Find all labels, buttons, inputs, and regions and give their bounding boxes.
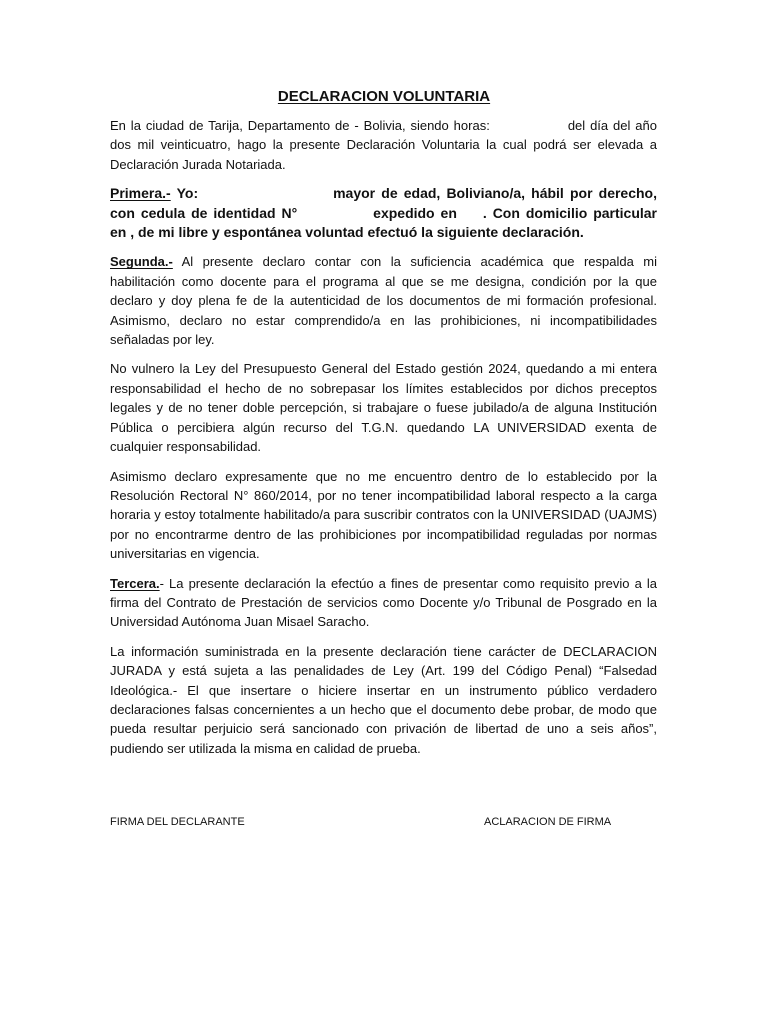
- presupuesto-paragraph: No vulnero la Ley del Presupuesto General del Estado gestión 2024, quedando a mi entera responsabilidad el hecho de no sobrepasar los límites establecidos por dichos preceptos legales y de no tener doble percepción, si trabajare o fuese jubilado/a de alguna Institución Pública o percibiera algún recurso del T.G.N. quedando LA UNIVERSIDAD exenta de cualquier responsabilidad.: [110, 361, 657, 455]
- intro-paragraph: [110, 116, 657, 174]
- intro-text-part1: En la ciudad de Tarija, Departamento de - Bolivia, siendo horas:: [110, 118, 490, 133]
- tercera-clause: [110, 574, 657, 632]
- informacion-paragraph: La información suministrada en la presente declaración tiene carácter de DECLARACION JURADA y está sujeta a las penalidades de Ley (Art. 199 del Código Penal) “Falsedad Ideológica.- El que insertare o hiciere insertar en un instrumento público verdadero declaraciones falsas concernientes a un hecho que el documento debe probar, de modo que pueda resultar perjuicio será sancionado con privación de libertad de uno a seis años”, pudiendo ser utilizada la misma en calidad de prueba.: [110, 643, 657, 756]
- primera-text2: expedido en: [373, 204, 457, 221]
- document-body: [110, 116, 657, 768]
- segunda-label: Segunda.-: [110, 254, 173, 270]
- tercera-text: - La presente declaración la efectúo a fines de presentar como requisito previo a la firma del Contrato de Prestación de servicios como Docente y/o Tribunal de Posgrado en la Universidad Autónoma Juan Misael Saracho.: [110, 575, 657, 630]
- document-title: DECLARACION VOLUNTARIA: [277, 88, 491, 105]
- intro-text-part2: del día del año dos mil veinticuatro, hago la presente Declaración Voluntaria la cual podrá ser elevada a Declaración Jurada Notariada.: [110, 118, 657, 172]
- primera-clause: [110, 184, 657, 242]
- document-title-block: [0, 88, 768, 105]
- primera-text1: mayor de edad, Boliviano/a, hábil por derecho, con cedula de identidad N°: [110, 185, 658, 221]
- signature-label-declarant: FIRMA DEL DECLARANTE: [110, 816, 245, 828]
- tercera-label: Tercera.: [110, 575, 160, 591]
- segunda-text: Al presente declaro contar con la suficiencia académica que respalda mi habilitación como docente para el programa al que se me designa, condición por la que declaro y doy plena fe de la autenticidad de los documentos de mi formación profesional. Asimismo, declaro no estar comprendido/a en las prohibiciones, ni incompatibilidades señaladas por ley.: [110, 254, 657, 348]
- primera-label: Primera.-: [110, 185, 171, 202]
- primera-yo: Yo:: [170, 185, 199, 202]
- signature-label-clarification: ACLARACION DE FIRMA: [484, 816, 612, 828]
- segunda-clause: [110, 252, 657, 349]
- asimismo-paragraph: Asimismo declaro expresamente que no me encuentro dentro de lo establecido por la Resolución Rectoral N° 860/2014, por no tener incompatibilidad laboral respecto a la carga horaria y estoy totalmente habilitado/a para suscribir contratos con la UNIVERSIDAD (UAJMS) por no encontrarme dentro de las prohibiciones por incompatibilidad reguladas por normas universitarias en vigencia.: [110, 468, 657, 562]
- primera-text3: . Con domicilio particular en , de mi libre y espontánea voluntad efectuó la siguiente declaración.: [110, 204, 657, 241]
